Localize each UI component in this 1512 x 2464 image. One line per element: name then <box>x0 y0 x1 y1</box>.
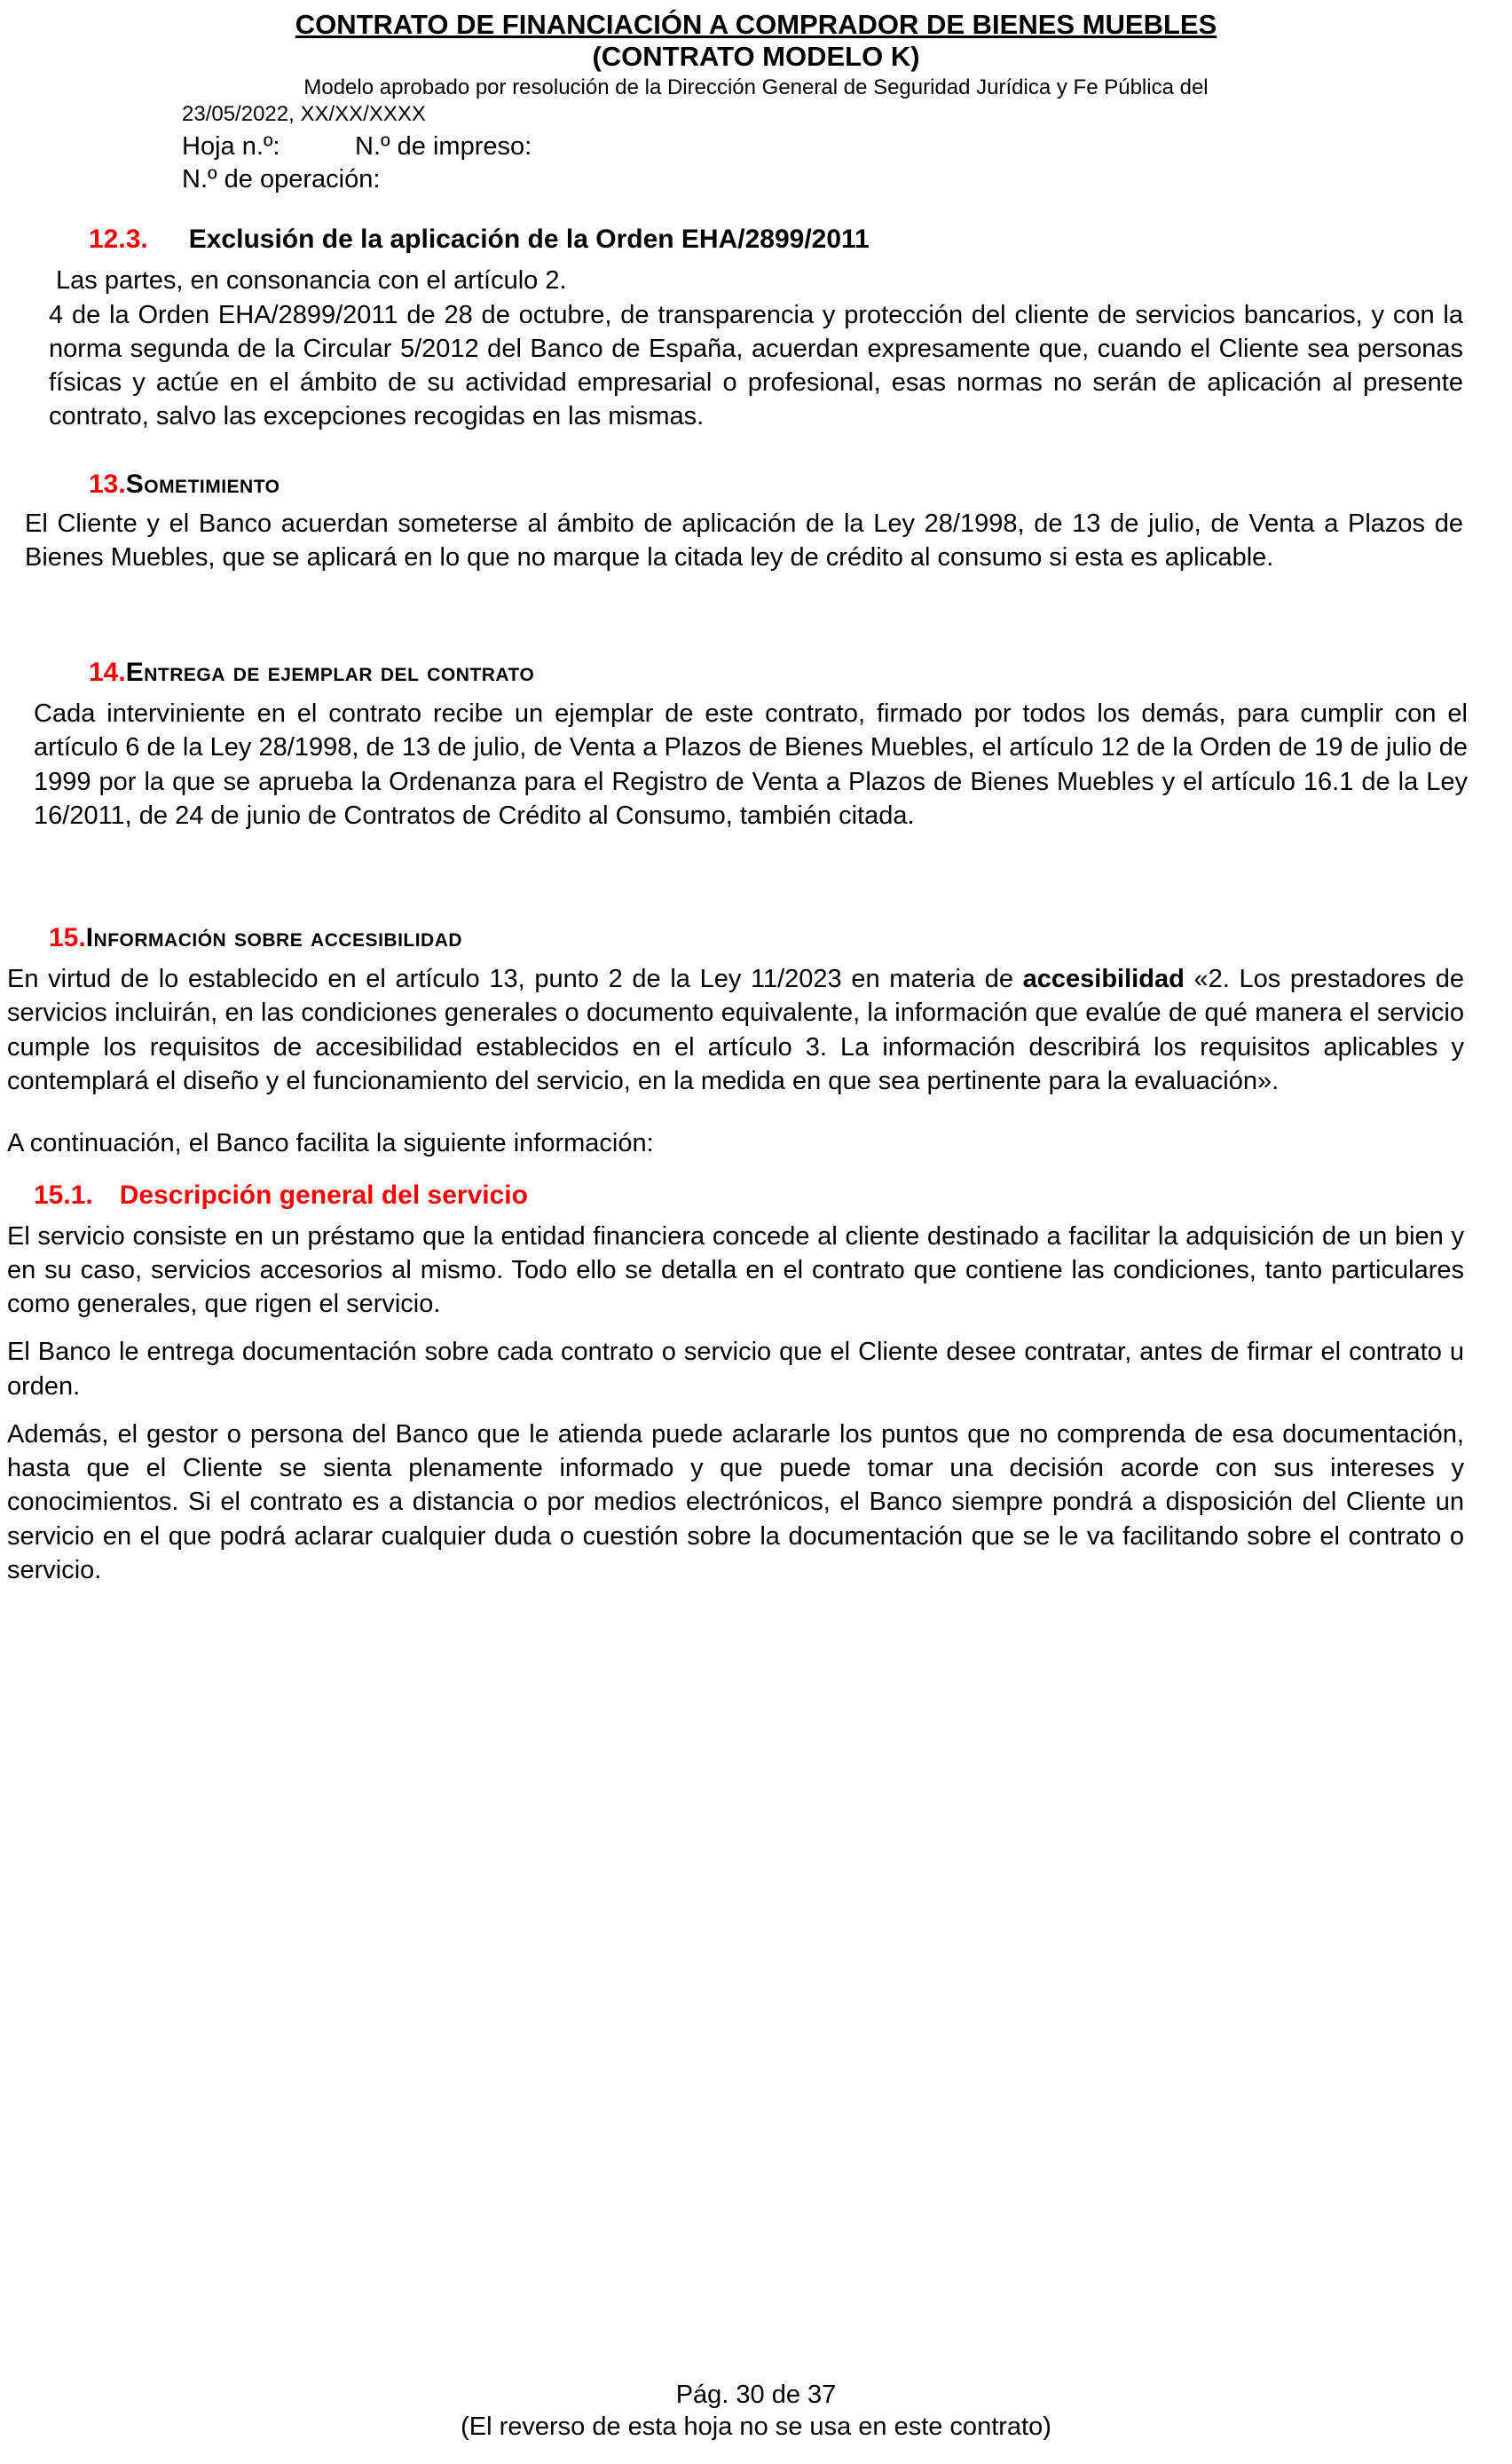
paragraph-12-3 <box>49 264 1463 433</box>
print-number-label: N.º de impreso: <box>355 132 532 162</box>
operation-row <box>182 165 1512 194</box>
section-number-14: 14. <box>89 658 126 688</box>
section-heading-14 <box>89 658 1463 688</box>
section-title-12-3: Exclusión de la aplicación de la Orden EHA/2899/2011 <box>188 225 870 255</box>
doc-date-line: 23/05/2022, XX/XX/XXXX <box>182 102 426 127</box>
sheet-number-label: Hoja n.º: <box>182 132 280 162</box>
paragraph-15-post: «2. Los prestadores de servicios incluirán, en las condiciones generales o documento equivalente, la información que evalúe de qué manera el servicio cumple los requisitos de accesibilidad establecidos en el artículo 3. La información describirá los requisitos aplicables y contemplará el diseño y el funcionamiento del servicio, en la medida en que sea pertinente para la evaluación». <box>7 965 1464 1095</box>
header-fields-row <box>182 132 1512 162</box>
footer-page-number: Pág. 30 de 37 <box>675 2380 837 2409</box>
paragraph-15-pre: En virtud de lo establecido en el artículo 13, punto 2 de la Ley 11/2023 en materia de <box>7 965 1023 994</box>
paragraph-15-1-a: El servicio consiste en un préstamo que la entidad financiera concede al cliente destinado a facilitar la adquisición de un bien y en su caso, servicios accesorios al mismo. Todo ello se detalla en el contrato que contiene las condiciones, tanto particulares como generales, que rigen el servicio. <box>7 1221 1464 1319</box>
doc-approval-note: Modelo aprobado por resolución de la Dirección General de Seguridad Jurídica y Fe Pública del <box>303 75 1209 100</box>
section-heading-15 <box>49 923 1463 953</box>
section-number-15-1: 15.1. <box>34 1180 93 1210</box>
paragraph-13: El Cliente y el Banco acuerdan someterse al ámbito de aplicación de la Ley 28/1998, de 13 de julio, de Venta a Plazos de Bienes Muebles, que se aplicará en lo que no marque la citada ley de crédito al consumo si esta es aplicable. <box>25 509 1463 572</box>
section-title-14: Entrega de ejemplar del contrato <box>125 658 535 688</box>
paragraph-12-3-rest: 4 de la Orden EHA/2899/2011 de 28 de octubre, de transparencia y protección del cliente de servicios bancarios, y con la norma segunda de la Circular 5/2012 del Banco de España, acuerdan expresamente que, cuando el Cliente sea personas físicas y actúe en el ámbito de su actividad empresarial o profesional, esas normas no serán de aplicación al presente contrato, salvo las excepciones recogidas en las mismas. <box>49 300 1463 431</box>
document-footer <box>0 2379 1512 2444</box>
section-number-12-3: 12.3. <box>89 225 148 255</box>
paragraph-15-1-b: El Banco le entrega documentación sobre cada contrato o servicio que el Cliente desee contratar, antes de firmar el contrato u orden. <box>7 1338 1464 1401</box>
paragraph-15 <box>7 962 1464 1098</box>
doc-model-title: (CONTRATO MODELO K) <box>592 40 920 72</box>
section-heading-13 <box>89 470 1463 500</box>
operation-number-label: N.º de operación: <box>182 165 381 194</box>
accesibilidad-bold-word: accesibilidad <box>1022 965 1185 994</box>
paragraph-12-3-line1: Las partes, en consonancia con el artículo 2. <box>56 266 567 296</box>
section-number-13: 13. <box>89 469 126 499</box>
section-number-15: 15. <box>49 923 86 953</box>
section-heading-12-3 <box>89 225 1463 255</box>
footer-reverse-note: (El reverso de esta hoja no se usa en este contrato) <box>461 2412 1051 2441</box>
document-header <box>0 9 1512 194</box>
doc-title: CONTRATO DE FINANCIACIÓN A COMPRADOR DE BIENES MUEBLES <box>295 9 1217 40</box>
section-heading-15-1 <box>34 1181 1463 1211</box>
section-title-13: Sometimiento <box>125 469 280 499</box>
section-title-15: Información sobre accesibilidad <box>85 923 463 953</box>
paragraph-15-continuation: A continuación, el Banco facilita la siguiente información: <box>7 1129 654 1158</box>
paragraph-14: Cada interviniente en el contrato recibe un ejemplar de este contrato, firmado por todos los demás, para cumplir con el artículo 6 de la Ley 28/1998, de 13 de julio, de Venta a Plazos de Bienes Muebles, el artículo 12 de la Orden de 19 de julio de 1999 por la que se aprueba la Ordenanza para el Registro de Venta a Plazos de Bienes Muebles y el artículo 16.1 de la Ley 16/2011, de 24 de junio de Contratos de Crédito al Consumo, también citada. <box>34 699 1468 830</box>
paragraph-15-1-c: Además, el gestor o persona del Banco que le atienda puede aclararle los puntos que no comprenda de esa documentación, hasta que el Cliente se sienta plenamente informado y que puede tomar una decisión acorde con sus intereses y conocimientos. Si el contrato es a distancia o por medios electrónicos, el Banco siempre pondrá a disposición del Cliente un servicio en el que podrá aclarar cualquier duda o cuestión sobre la documentación que se le va facilitando sobre el contrato o servicio. <box>7 1419 1464 1584</box>
section-title-15-1: Descripción general del servicio <box>119 1180 528 1210</box>
